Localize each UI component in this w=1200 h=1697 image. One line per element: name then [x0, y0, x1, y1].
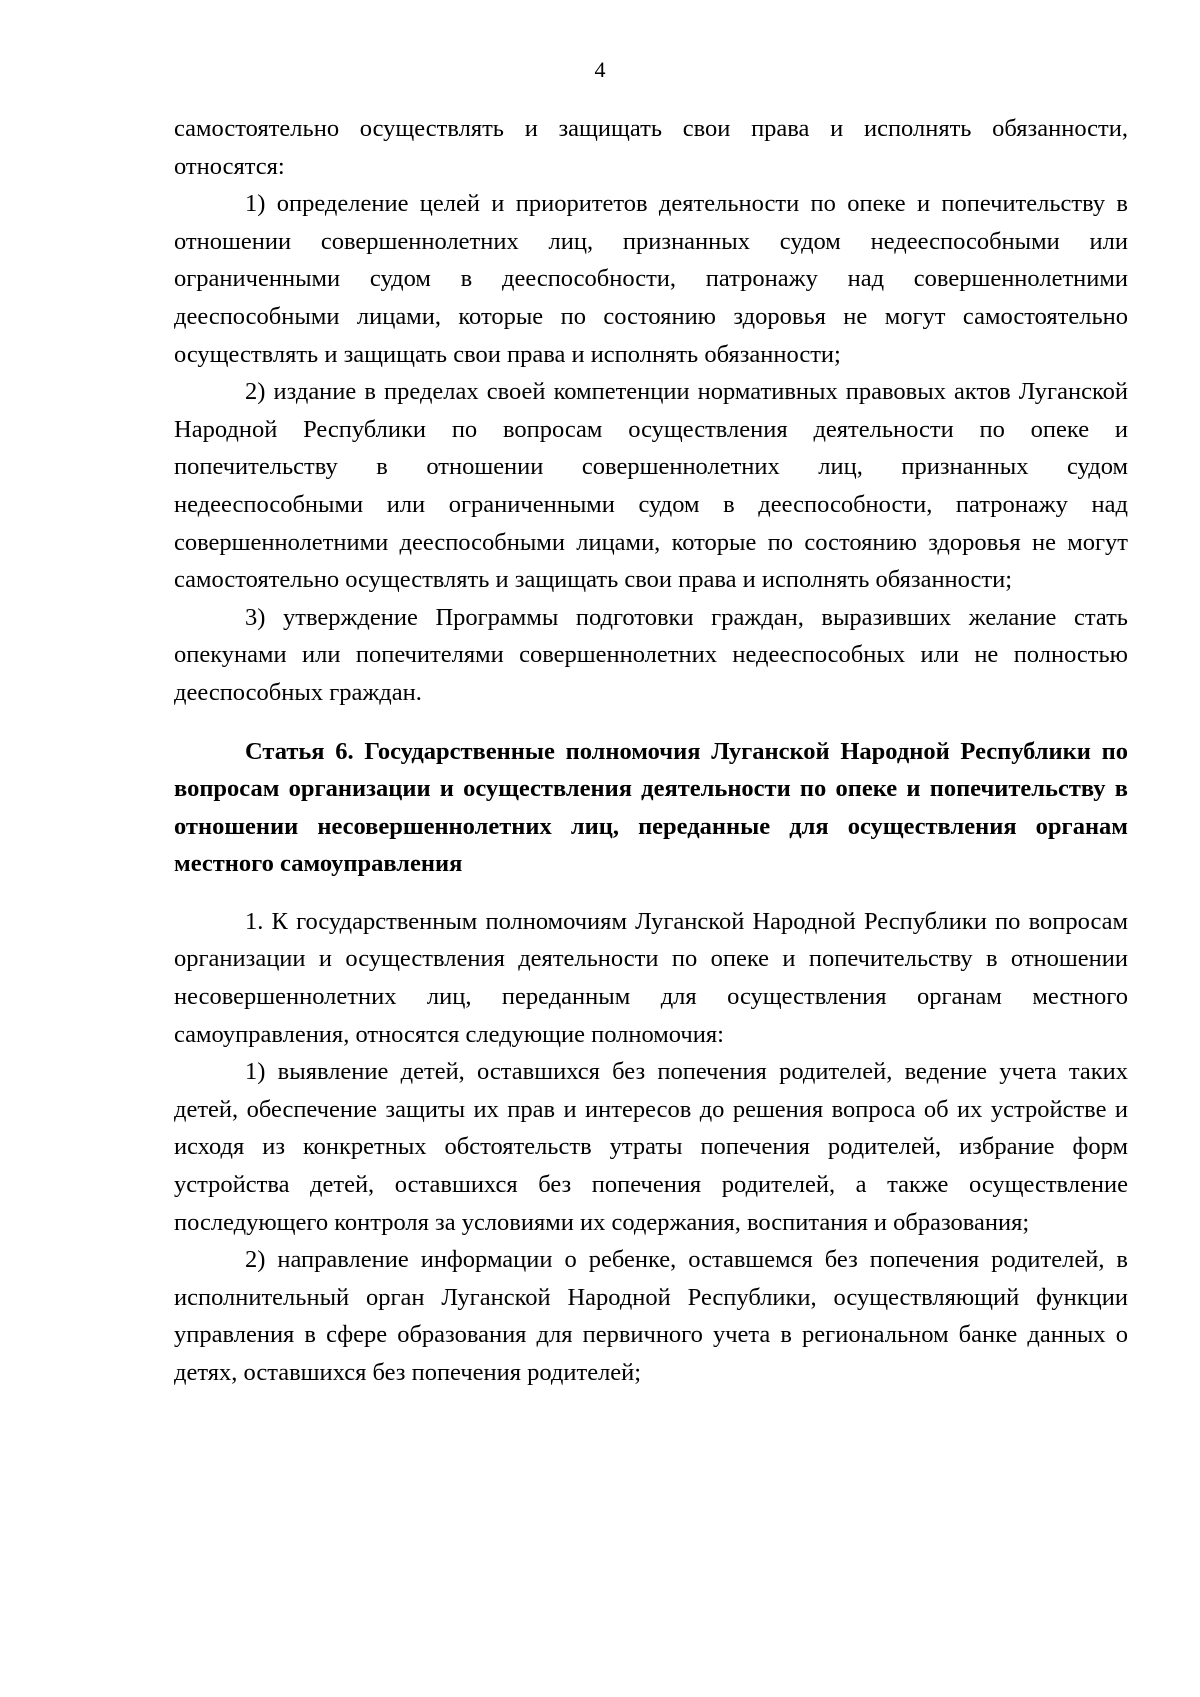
- paragraph-item-1: 1) определение целей и приоритетов деятельности по опеке и попечительству в отношении совершеннолетних лиц, признанных судом недееспособными или ограниченными судом в дееспособности, патронажу над совершеннолетними дееспособными лицами, которые по состоянию здоровья не могут самостоятельно осуществлять и защищать свои права и исполнять обязанности;: [174, 190, 1128, 368]
- page-number: 4: [594, 57, 606, 82]
- paragraph-subitem-1: 1) выявление детей, оставшихся без попечения родителей, ведение учета таких детей, обеспечение защиты их прав и интересов до решения вопроса об их устройстве и исходя из конкретных обстоятельств утраты попечения родителей, избрание форм устройства детей, оставшихся без попечения родителей, а также осуществление последующего контроля за условиями их содержания, воспитания и образования;: [174, 1058, 1128, 1236]
- paragraph-subitem-2: 2) направление информации о ребенке, оставшемся без попечения родителей, в исполнительный орган Луганской Народной Республики, осуществляющий функции управления в сфере образования для первичного учета в региональном банке данных о детях, оставшихся без попечения родителей;: [174, 1246, 1128, 1386]
- paragraph-item-2: 2) издание в пределах своей компетенции нормативных правовых актов Луганской Народной Республики по вопросам осуществления деятельности по опеке и попечительству в отношении совершеннолетних лиц, признанных судом недееспособными или ограниченными судом в дееспособности, патронажу над совершеннолетними дееспособными лицами, которые по состоянию здоровья не могут самостоятельно осуществлять и защищать свои права и исполнять обязанности;: [174, 378, 1128, 594]
- paragraph-item-3: 3) утверждение Программы подготовки граждан, выразивших желание стать опекунами или попечителями совершеннолетних недееспособных или не полностью дееспособных граждан.: [174, 603, 1128, 706]
- paragraph-continuation: самостоятельно осуществлять и защищать свои права и исполнять обязанности, относятся:: [174, 115, 1128, 180]
- paragraph-clause-1: 1. К государственным полномочиям Луганской Народной Республики по вопросам организации и осуществления деятельности по опеке и попечительству в отношении несовершеннолетних лиц, переданным для осуществления органам местного самоуправления, относятся следующие полномочия:: [174, 907, 1128, 1048]
- document-body: [174, 110, 1128, 1392]
- article-heading: Статья 6. Государственные полномочия Луганской Народной Республики по вопросам организации и осуществления деятельности по опеке и попечительству в отношении несовершеннолетних лиц, переданные для осуществления органам местного самоуправления: [174, 737, 1128, 878]
